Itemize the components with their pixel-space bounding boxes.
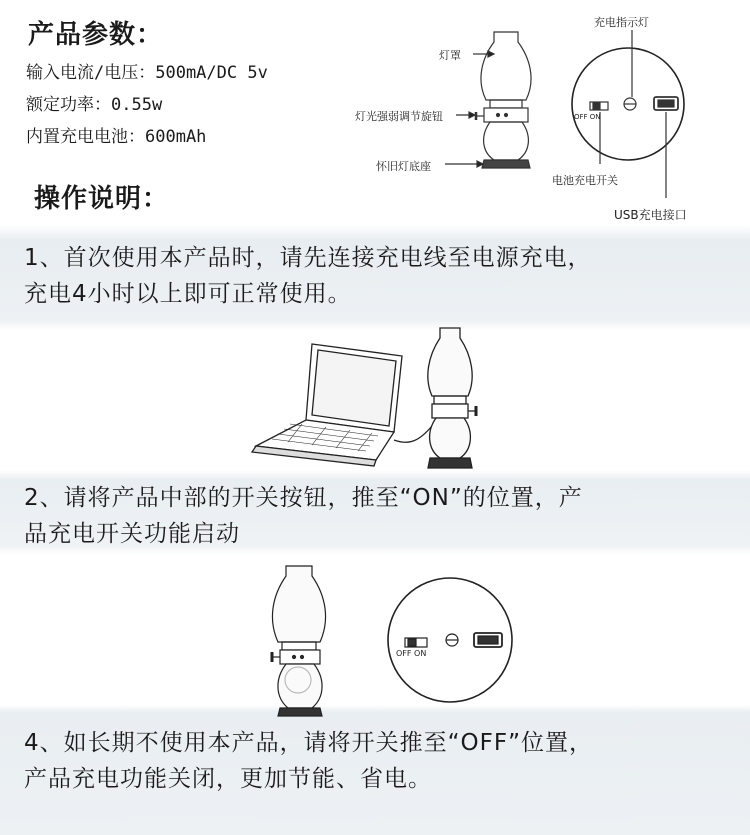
label-switch: 电池充电开关 <box>552 174 618 187</box>
label-shade: 灯罩 <box>439 49 461 62</box>
spec-battery: 内置充电电池：600mAh <box>26 127 207 147</box>
label-off-on: OFF ON <box>574 113 601 121</box>
spec-input: 输入电流/电压：500mA/DC 5v <box>26 63 268 83</box>
step4-line2: 产品充电功能关闭，更加节能、省电。 <box>24 766 432 792</box>
step2-line1: 2、请将产品中部的开关按钮，推至“ON”的位置，产 <box>24 485 583 511</box>
params-heading: 产品参数： <box>28 20 164 50</box>
label-knob: 灯光强弱调节旋钮 <box>355 110 443 123</box>
label-indicator: 充电指示灯 <box>594 16 649 29</box>
label-off-on-2: OFF ON <box>396 649 427 658</box>
spec-power: 额定功率：0.55w <box>26 95 163 115</box>
label-base: 怀旧灯底座 <box>376 160 431 173</box>
ops-heading: 操作说明： <box>34 184 170 214</box>
step2-line2: 品充电开关功能启动 <box>24 521 240 547</box>
label-usb: USB充电接口 <box>614 208 687 222</box>
step1-line2: 充电4小时以上即可正常使用。 <box>24 281 352 307</box>
step4-line1: 4、如长期不使用本产品，请将开关推至“OFF”位置， <box>24 730 594 756</box>
step1-line1: 1、首次使用本产品时，请先连接充电线至电源充电， <box>24 245 592 271</box>
